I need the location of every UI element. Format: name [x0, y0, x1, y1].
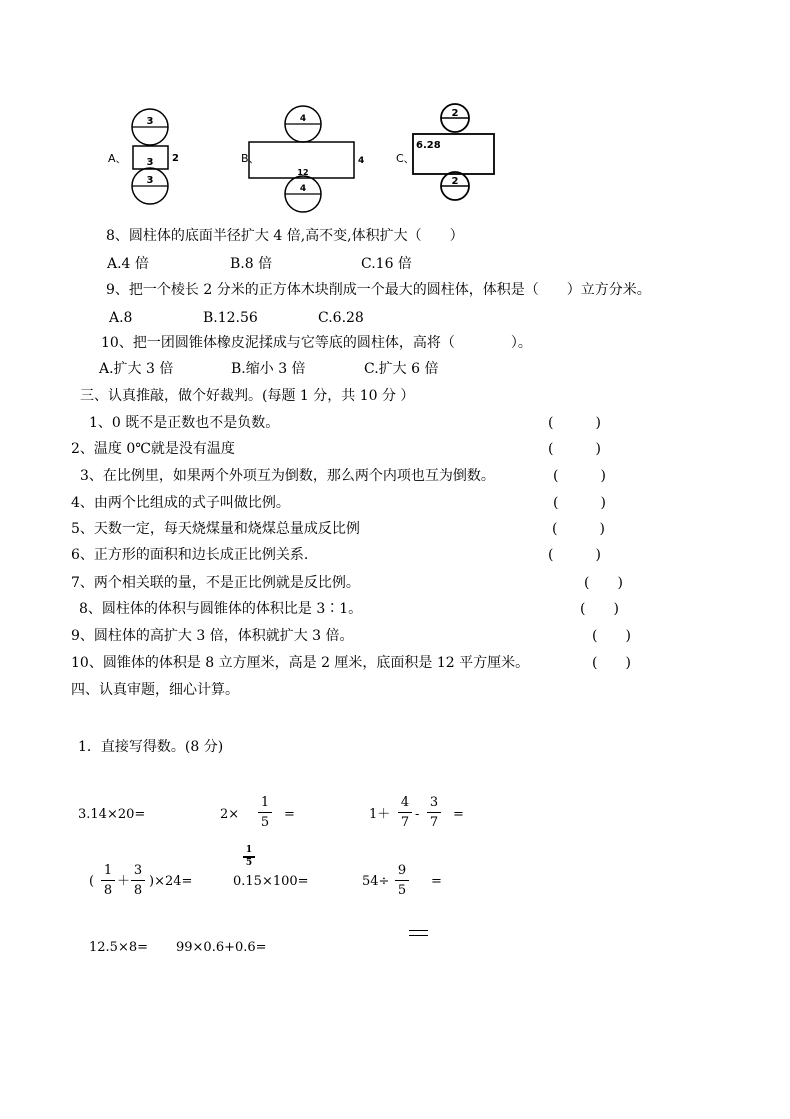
calc-expr-8: 99×0.6+0.6= [176, 940, 267, 955]
judge-item-4: 4、由两个比组成的式子叫做比例。 [71, 495, 290, 511]
figure-b-bottom-number: 4 [299, 184, 307, 194]
fraction-denominator: 7 [400, 815, 410, 830]
judge-item-9: 9、圆柱体的高扩大 3 倍，体积就扩大 3 倍。 [71, 628, 354, 644]
figure-b-side-number: 4 [358, 156, 365, 166]
calc-expr-4-fraction-1 [101, 864, 115, 897]
stray-fraction-numerator: 1 [245, 845, 253, 855]
question-10: 10、把一团圆锥体橡皮泥揉成与它等底的圆柱体，高将（ ）。 [101, 335, 532, 351]
section-3-title: 三、认真推敲，做个好裁判。(每题 1 分，共 10 分 ） [80, 388, 415, 404]
calc-expr-4-plus: ＋ [117, 874, 131, 889]
judge-item-10: 10、圆锥体的体积是 8 立方厘米，高是 2 厘米，底面积是 12 平方厘米。 [71, 655, 530, 671]
figure-b-top-number: 4 [299, 114, 307, 124]
fraction-bar [427, 812, 441, 813]
judge-answer-2[interactable]: ( ) [548, 441, 601, 457]
judge-answer-3[interactable]: ( ) [553, 468, 606, 484]
judge-item-3: 3、在比例里，如果两个外项互为倒数，那么两个内项也互为倒数。 [80, 468, 495, 484]
figure-a-label: A、 [108, 152, 127, 165]
q8-option-c: C.16 倍 [361, 256, 412, 272]
figure-b-bottom-num-number: 12 [297, 168, 309, 177]
judge-item-8: 8、圆柱体的体积与圆锥体的体积比是 3∶1。 [79, 601, 363, 617]
fraction-numerator: 4 [400, 795, 410, 810]
fraction-bar [258, 812, 272, 813]
fraction-numerator: 1 [260, 795, 270, 810]
calc-expr-4-open: ( [89, 874, 95, 889]
figure-b [241, 106, 364, 212]
calc-expr-3-fraction-1 [398, 796, 412, 829]
judge-item-7: 7、两个相关联的量，不是正比例就是反比例。 [71, 575, 360, 591]
section-4-title: 四、认真审题，细心计算。 [71, 682, 239, 698]
calc-expr-3-minus: - [415, 807, 420, 822]
calc-expr-2-fraction [258, 796, 272, 829]
calc-expr-2-prefix: 2× [220, 807, 240, 822]
fraction-numerator: 3 [429, 795, 439, 810]
fraction-numerator: 9 [397, 863, 407, 878]
judge-item-1: 1、0 既不是正数也不是负数。 [89, 415, 280, 431]
calc-expr-5: 0.15×100= [233, 874, 309, 889]
judge-answer-4[interactable]: ( ) [553, 495, 606, 511]
figure-a-bottom-number: 3 [146, 175, 154, 186]
figure-c-top-number: 2 [451, 108, 459, 119]
question-8: 8、圆柱体的底面半径扩大 4 倍,高不变,体积扩大（ ） [106, 228, 464, 244]
judge-item-2: 2、温度 0℃就是没有温度 [71, 441, 235, 457]
calc-expr-6-fraction [395, 864, 409, 897]
fraction-denominator: 8 [133, 883, 143, 898]
q10-option-c: C.扩大 6 倍 [364, 361, 439, 377]
calc-expr-4-fraction-2 [131, 864, 145, 897]
calc-expr-6-prefix: 54÷ [362, 874, 390, 889]
calc-expr-7: 12.5×8= [89, 940, 149, 955]
q10-option-b: B.缩小 3 倍 [231, 361, 306, 377]
fraction-denominator: 7 [429, 815, 439, 830]
judge-answer-10[interactable]: ( ) [592, 655, 631, 671]
stray-fraction [243, 846, 255, 868]
fraction-denominator: 5 [397, 883, 407, 898]
fraction-bar [398, 812, 412, 813]
judge-answer-1[interactable]: ( ) [548, 415, 601, 431]
fraction-denominator: 8 [103, 883, 113, 898]
question-9: 9、把一个棱长 2 分米的正方体木块削成一个最大的圆柱体，体积是（ ）立方分米。 [106, 282, 651, 298]
judge-item-5: 5、天数一定，每天烧煤量和烧煤总量成反比例 [71, 521, 360, 537]
calc-expr-3-equals: = [453, 807, 464, 822]
calc-expr-3-fraction-2 [427, 796, 441, 829]
figure-a-side-number: 2 [172, 153, 179, 164]
q9-option-c: C.6.28 [318, 310, 364, 326]
calc-expr-4-suffix: )×24= [149, 874, 193, 889]
q10-option-a: A.扩大 3 倍 [99, 361, 174, 377]
figure-c-label: C、 [396, 152, 415, 165]
judge-answer-6[interactable]: ( ) [548, 547, 601, 563]
q9-option-a: A.8 [109, 310, 133, 326]
calc-expr-6-equals: = [431, 874, 442, 889]
calc-expr-3-prefix: 1＋ [369, 807, 391, 822]
geometry-figures [0, 0, 790, 220]
fraction-numerator: 1 [103, 863, 113, 878]
figure-b-label: B、 [241, 152, 260, 165]
calc-expr-2-equals: = [284, 807, 295, 822]
stray-double-line [409, 930, 428, 936]
figure-c-mid-number: 6.28 [416, 140, 441, 151]
fraction-denominator: 5 [260, 815, 270, 830]
q8-option-a: A.4 倍 [107, 256, 149, 272]
stray-fraction-denominator: 5 [245, 858, 253, 868]
judge-answer-8[interactable]: ( ) [580, 601, 619, 617]
section-4-subtitle: 1．直接写得数。(8 分) [78, 739, 224, 755]
judge-answer-5[interactable]: ( ) [552, 521, 605, 537]
q8-option-b: B.8 倍 [230, 256, 273, 272]
figure-a [108, 109, 179, 204]
q9-option-b: B.12.56 [203, 310, 258, 326]
fraction-bar [101, 880, 115, 881]
figure-a-top-number: 3 [146, 116, 154, 127]
calc-expr-1: 3.14×20= [78, 807, 146, 822]
judge-answer-9[interactable]: ( ) [592, 628, 631, 644]
judge-answer-7[interactable]: ( ) [584, 575, 623, 591]
figure-a-mid-number: 3 [146, 157, 154, 168]
fraction-bar [395, 880, 409, 881]
judge-item-6: 6、正方形的面积和边长成正比例关系. [71, 547, 309, 563]
fraction-numerator: 3 [133, 863, 143, 878]
figure-c [396, 104, 494, 200]
fraction-bar [131, 880, 145, 881]
figure-c-bottom-number: 2 [451, 176, 459, 187]
